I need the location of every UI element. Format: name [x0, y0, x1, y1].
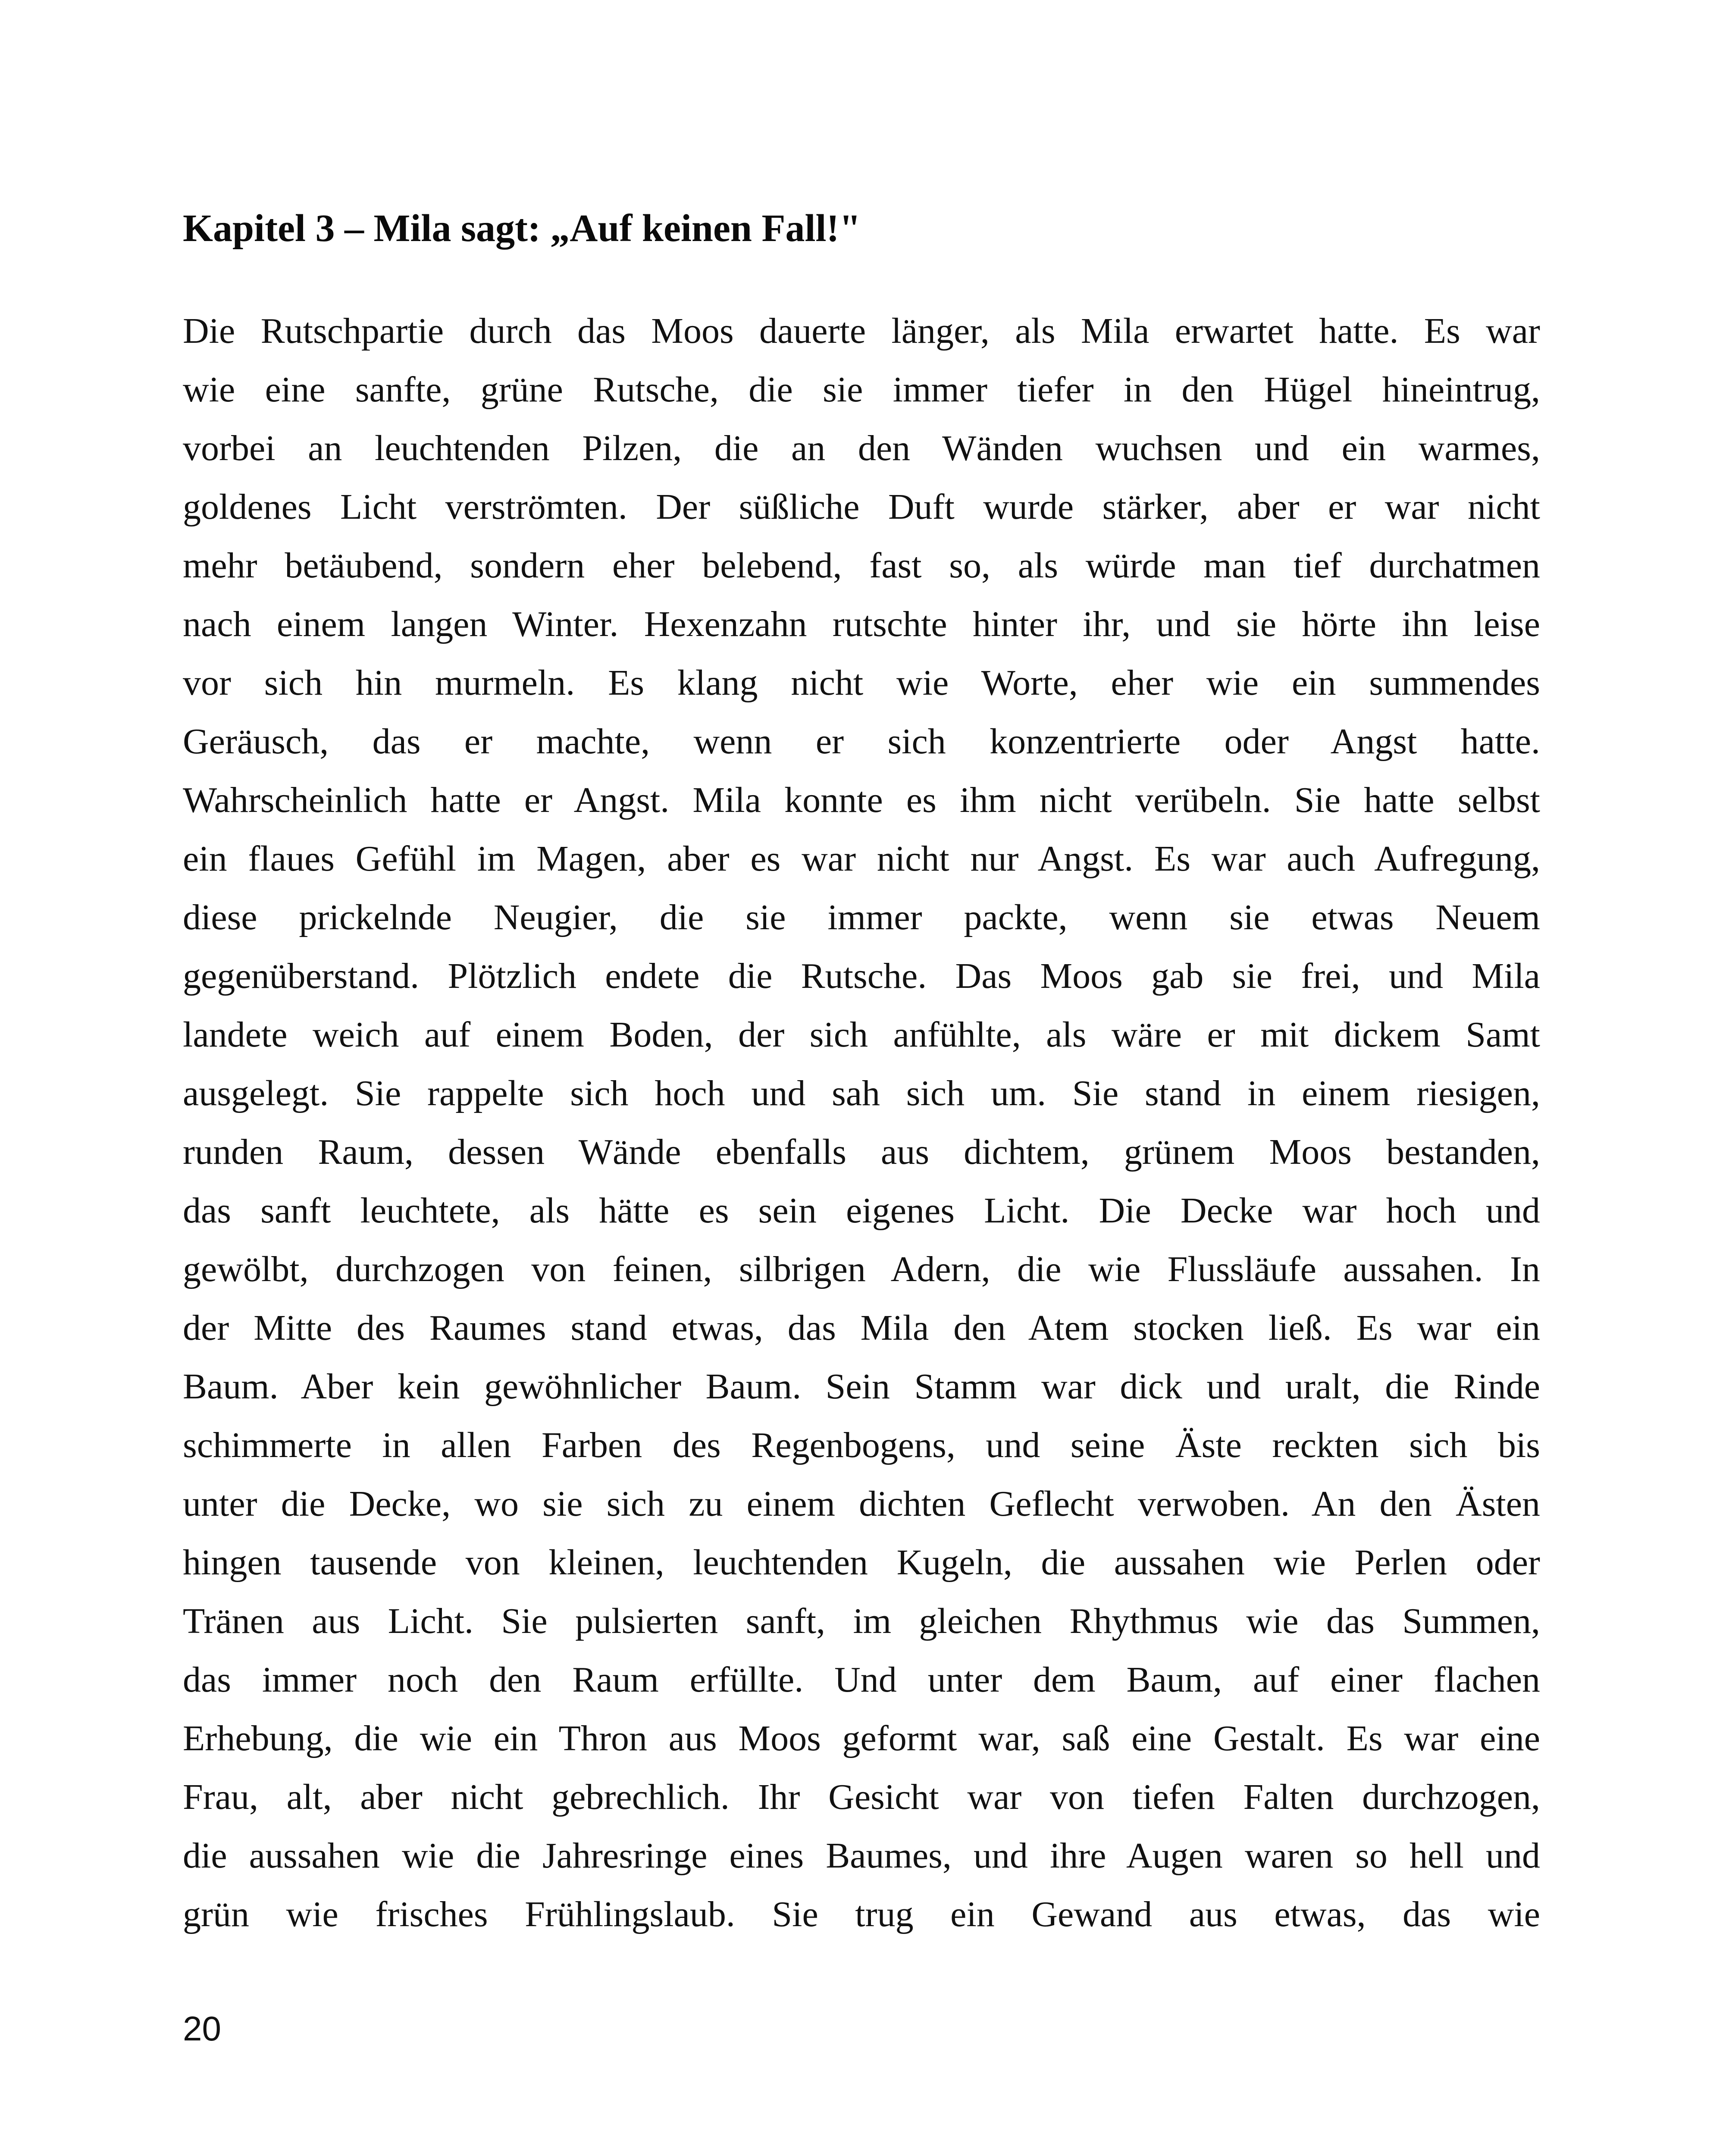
body-line-6: nach einem langen Winter. Hexenzahn rutschte hinter ihr, und sie hörte ihn leise — [183, 604, 1540, 644]
chapter-body-text — [183, 302, 1540, 1944]
body-line-15: runden Raum, dessen Wände ebenfalls aus dichtem, grünem Moos bestanden, — [183, 1132, 1540, 1172]
body-line-9: Wahrscheinlich hatte er Angst. Mila konnte es ihm nicht verübeln. Sie hatte selbst — [183, 780, 1540, 820]
body-line-7: vor sich hin murmeln. Es klang nicht wie Worte, eher wie ein summendes — [183, 663, 1540, 703]
body-line-26: Frau, alt, aber nicht gebrechlich. Ihr Gesicht war von tiefen Falten durchzogen, — [183, 1777, 1540, 1817]
body-line-24: das immer noch den Raum erfüllte. Und unter dem Baum, auf einer flachen — [183, 1660, 1540, 1700]
body-line-5: mehr betäubend, sondern eher belebend, fast so, als würde man tief durchatmen — [183, 545, 1540, 586]
page-number: 20 — [183, 2009, 221, 2048]
body-line-2: wie eine sanfte, grüne Rutsche, die sie immer tiefer in den Hügel hineintrug, — [183, 370, 1540, 410]
body-line-14: ausgelegt. Sie rappelte sich hoch und sah sich um. Sie stand in einem riesigen, — [183, 1073, 1540, 1113]
body-line-4: goldenes Licht verströmten. Der süßliche Duft wurde stärker, aber er war nicht — [183, 487, 1540, 527]
body-line-11: diese prickelnde Neugier, die sie immer packte, wenn sie etwas Neuem — [183, 897, 1540, 937]
body-line-12: gegenüberstand. Plötzlich endete die Rutsche. Das Moos gab sie frei, und Mila — [183, 956, 1540, 996]
body-line-8: Geräusch, das er machte, wenn er sich konzentrierte oder Angst hatte. — [183, 721, 1540, 761]
body-line-17: gewölbt, durchzogen von feinen, silbrigen Adern, die wie Flussläufe aussahen. In — [183, 1249, 1540, 1289]
body-line-3: vorbei an leuchtenden Pilzen, die an den Wänden wuchsen und ein warmes, — [183, 428, 1540, 468]
body-line-22: hingen tausende von kleinen, leuchtenden Kugeln, die aussahen wie Perlen oder — [183, 1542, 1540, 1583]
body-line-13: landete weich auf einem Boden, der sich anfühlte, als wäre er mit dickem Samt — [183, 1015, 1540, 1055]
chapter-title: Kapitel 3 – Mila sagt: „Auf keinen Fall!" — [183, 207, 861, 250]
body-line-16: das sanft leuchtete, als hätte es sein eigenes Licht. Die Decke war hoch und — [183, 1191, 1540, 1231]
body-line-18: der Mitte des Raumes stand etwas, das Mila den Atem stocken ließ. Es war ein — [183, 1308, 1540, 1348]
body-line-21: unter die Decke, wo sie sich zu einem dichten Geflecht verwoben. An den Ästen — [183, 1484, 1540, 1524]
body-line-23: Tränen aus Licht. Sie pulsierten sanft, im gleichen Rhythmus wie das Summen, — [183, 1601, 1540, 1641]
body-line-10: ein flaues Gefühl im Magen, aber es war nicht nur Angst. Es war auch Aufregung, — [183, 839, 1540, 879]
body-line-19: Baum. Aber kein gewöhnlicher Baum. Sein Stamm war dick und uralt, die Rinde — [183, 1366, 1540, 1407]
body-line-28: grün wie frisches Frühlingslaub. Sie trug ein Gewand aus etwas, das wie — [183, 1894, 1540, 1934]
body-line-27: die aussahen wie die Jahresringe eines Baumes, und ihre Augen waren so hell und — [183, 1836, 1540, 1876]
body-line-25: Erhebung, die wie ein Thron aus Moos geformt war, saß eine Gestalt. Es war eine — [183, 1718, 1540, 1758]
body-line-1: Die Rutschpartie durch das Moos dauerte länger, als Mila erwartet hatte. Es war — [183, 311, 1540, 351]
body-line-20: schimmerte in allen Farben des Regenbogens, und seine Äste reckten sich bis — [183, 1425, 1540, 1465]
